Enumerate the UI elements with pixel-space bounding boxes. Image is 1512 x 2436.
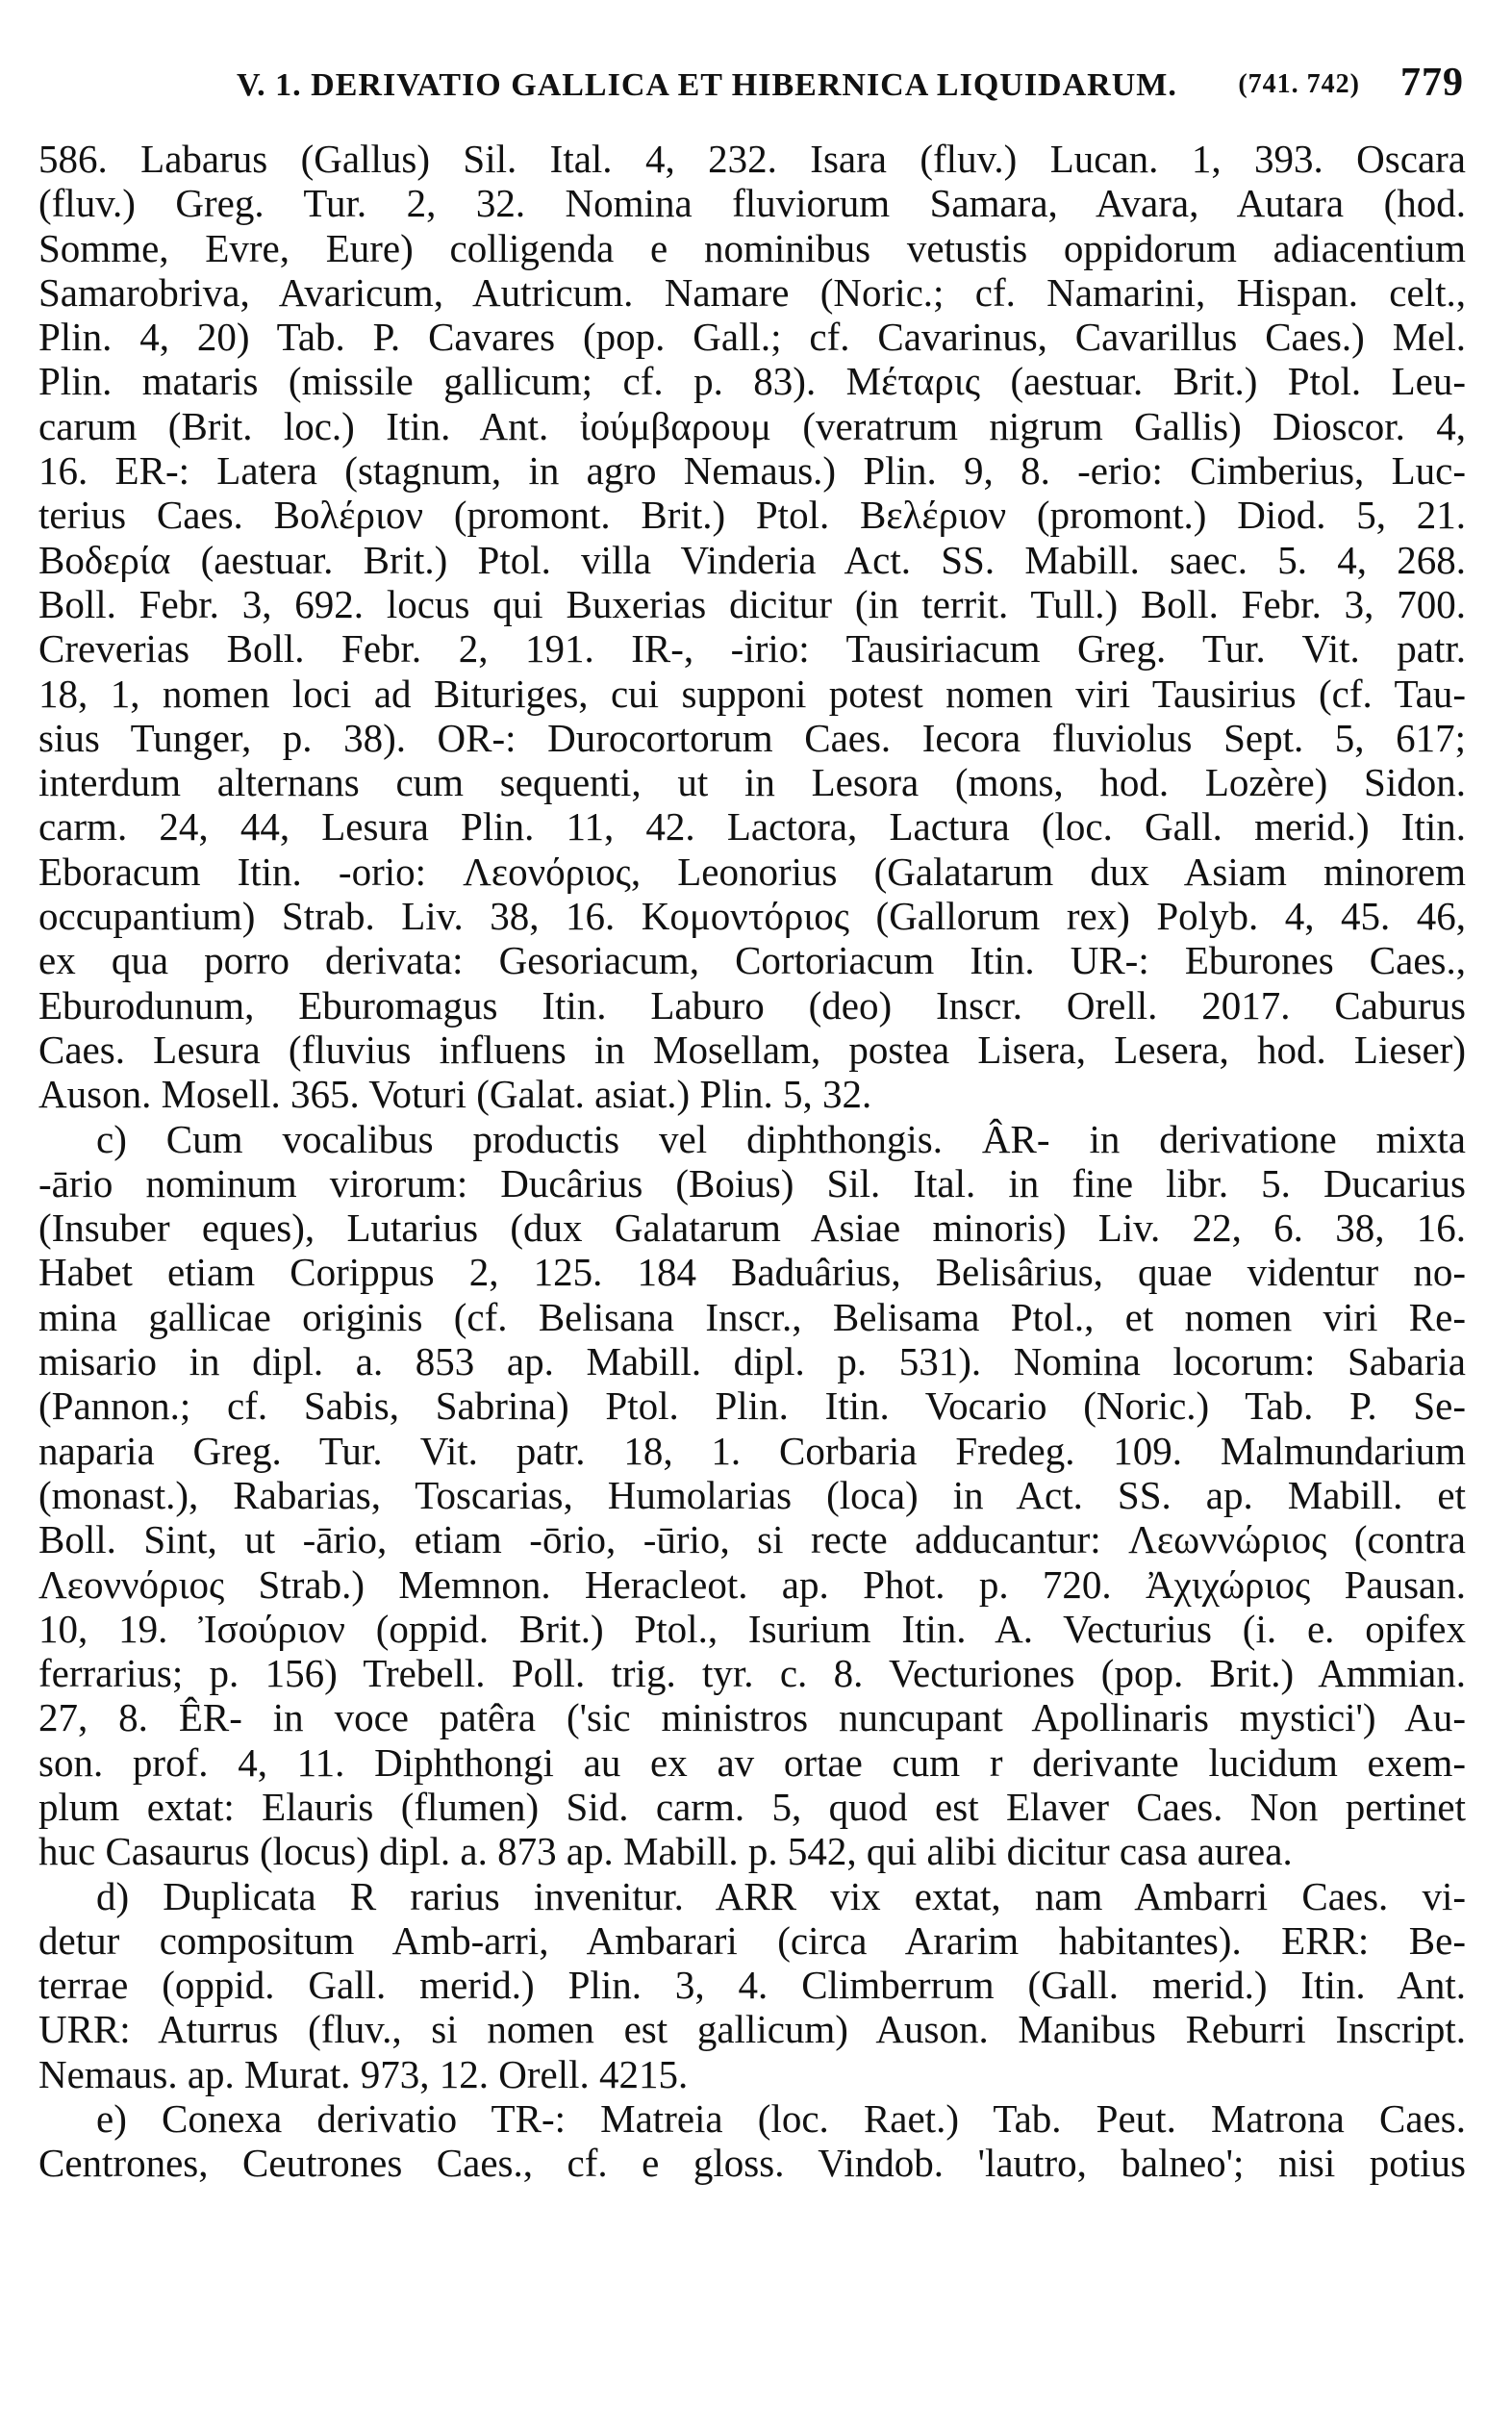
text-line: interdum alternans cum sequenti, ut in Lesora (mons, hod. Lozère) Sidon. [38, 760, 1466, 805]
text-line: 586. Labarus (Gallus) Sil. Ital. 4, 232. Isara (fluv.) Lucan. 1, 393. Oscara [38, 137, 1466, 181]
text-line: (Pannon.; cf. Sabis, Sabrina) Ptol. Plin. Itin. Vocario (Noric.) Tab. P. Se- [38, 1383, 1466, 1429]
column-numbers: (741. 742) [1238, 69, 1360, 99]
text-line: Creverias Boll. Febr. 2, 191. IR-, -irio: Tausiriacum Greg. Tur. Vit. patr. [38, 626, 1466, 672]
text-line: URR: Aturrus (fluv., si nomen est gallicum) Auson. Manibus Reburri Inscript. [38, 2007, 1466, 2052]
text-line: Centrones, Ceutrones Caes., cf. e gloss. Vindob. 'lautro, balneo'; nisi potius [38, 2141, 1466, 2186]
text-line: 27, 8. ÊR- in voce patêra ('sic ministros nuncupant Apollinaris mystici') Au- [38, 1695, 1466, 1740]
text-line: Boll. Sint, ut -ārio, etiam -ōrio, -ūrio, si recte adducantur: Λεωννώριος (contra [38, 1517, 1466, 1562]
text-line: Eburodunum, Eburomagus Itin. Laburo (deo) Inscr. Orell. 2017. Caburus [38, 982, 1466, 1028]
text-line: 10, 19. Ἰσούριον (oppid. Brit.) Ptol., Isurium Itin. A. Vecturius (i. e. opifex [38, 1606, 1466, 1651]
text-line: 18, 1, nomen loci ad Bituriges, cui supponi potest nomen viri Tausirius (cf. Tau- [38, 671, 1466, 716]
text-line: detur compositum Amb-arri, Ambarari (circa Ararim habitantes). ERR: Be- [38, 1917, 1466, 1963]
text-line: occupantium) Strab. Liv. 38, 16. Κομοντόριος (Gallorum rex) Polyb. 4, 45. 46, [38, 894, 1466, 939]
text-line: huc Casaurus (locus) dipl. a. 873 ap. Mabill. p. 542, qui alibi dicitur casa aurea. [38, 1829, 1293, 1874]
text-line: Somme, Evre, Eure) colligenda e nominibus vetustis oppidorum adiacentium [38, 225, 1466, 270]
text-line: Plin. 4, 20) Tab. P. Cavares (pop. Gall.; cf. Cavarinus, Cavarillus Caes.) Mel. [38, 315, 1466, 360]
text-line: 16. ER-: Latera (stagnum, in agro Nemaus.) Plin. 9, 8. -erio: Cimberius, Luc- [38, 448, 1466, 494]
text-line: son. prof. 4, 11. Diphthongi au ex av ortae cum r derivante lucidum exem- [38, 1739, 1466, 1785]
text-line: naparia Greg. Tur. Vit. patr. 18, 1. Corbaria Fredeg. 109. Malmundarium [38, 1428, 1466, 1473]
text-line: carum (Brit. loc.) Itin. Ant. ἰούμβαρουμ (veratrum nigrum Gallis) Dioscor. 4, [38, 403, 1466, 448]
text-line: carm. 24, 44, Lesura Plin. 11, 42. Lactora, Lactura (loc. Gall. merid.) Itin. [38, 804, 1466, 850]
text-line: sius Tunger, p. 38). OR-: Durocortorum Caes. Iecora fluviolus Sept. 5, 617; [38, 715, 1466, 760]
text-line: (fluv.) Greg. Tur. 2, 32. Nomina fluviorum Samara, Avara, Autara (hod. [38, 181, 1466, 226]
text-line: mina gallicae originis (cf. Belisana Inscr., Belisama Ptol., et nomen viri Re- [38, 1294, 1466, 1339]
text-line: Nemaus. ap. Murat. 973, 12. Orell. 4215. [38, 2051, 689, 2096]
text-line: plum extat: Elauris (flumen) Sid. carm. 5, quod est Elaver Caes. Non pertinet [38, 1784, 1466, 1829]
paragraph-start-line: c) Cum vocalibus productis vel diphthongis. ÂR- in derivatione mixta [96, 1116, 1466, 1161]
text-line: Caes. Lesura (fluvius influens in Mosellam, postea Lisera, Lesera, hod. Lieser) [38, 1027, 1466, 1072]
text-line: terius Caes. Βολέριον (promont. Brit.) Ptol. Βελέριον (promont.) Diod. 5, 21. [38, 493, 1466, 538]
text-body [38, 137, 1466, 2186]
text-line: terrae (oppid. Gall. merid.) Plin. 3, 4. Climberrum (Gall. merid.) Itin. Ant. [38, 1963, 1466, 2008]
paragraph-start-line: d) Duplicata R rarius invenitur. ARR vix extat, nam Ambarri Caes. vi- [96, 1873, 1466, 1918]
text-line: (monast.), Rabarias, Toscarias, Humolarias (loca) in Act. SS. ap. Mabill. et [38, 1472, 1466, 1517]
text-line: Samarobriva, Avaricum, Autricum. Namare (Noric.; cf. Namarini, Hispan. celt., [38, 269, 1466, 315]
text-line: (Insuber eques), Lutarius (dux Galatarum Asiae minoris) Liv. 22, 6. 38, 16. [38, 1205, 1466, 1251]
text-line: ferrarius; p. 156) Trebell. Poll. trig. tyr. c. 8. Vecturiones (pop. Brit.) Ammian. [38, 1651, 1466, 1696]
running-head [237, 60, 1464, 117]
text-line: -ārio nominum virorum: Ducârius (Boius) Sil. Ital. in fine libr. 5. Ducarius [38, 1160, 1466, 1205]
text-line: Plin. mataris (missile gallicum; cf. p. 83). Μέταρις (aestuar. Brit.) Ptol. Leu- [38, 359, 1466, 404]
text-line: Habet etiam Corippus 2, 125. 184 Baduârius, Belisârius, quae videntur no- [38, 1250, 1466, 1295]
text-line: ex qua porro derivata: Gesoriacum, Cortoriacum Itin. UR-: Eburones Caes., [38, 938, 1466, 983]
page-number: 779 [1400, 61, 1464, 105]
text-line: Auson. Mosell. 365. Voturi (Galat. asiat.) Plin. 5, 32. [38, 1072, 872, 1117]
text-line: misario in dipl. a. 853 ap. Mabill. dipl. p. 531). Nomina locorum: Sabaria [38, 1339, 1466, 1384]
text-line: Eboracum Itin. -orio: Λεονόριος, Leonorius (Galatarum dux Asiam minorem [38, 849, 1466, 894]
text-line: Λεοννόριος Strab.) Memnon. Heracleot. ap. Phot. p. 720. Ἀχιχώριος Pausan. [38, 1561, 1466, 1607]
running-head-title: V. 1. DERIVATIO GALLICA ET HIBERNICA LIQUIDARUM. [237, 67, 1177, 103]
text-line: Boll. Febr. 3, 692. locus qui Buxerias dicitur (in territ. Tull.) Boll. Febr. 3, 700. [38, 581, 1466, 626]
text-line: Βοδερία (aestuar. Brit.) Ptol. villa Vinderia Act. SS. Mabill. saec. 5. 4, 268. [38, 537, 1466, 582]
paragraph-start-line: e) Conexa derivatio TR-: Matreia (loc. Raet.) Tab. Peut. Matrona Caes. [96, 2096, 1466, 2142]
